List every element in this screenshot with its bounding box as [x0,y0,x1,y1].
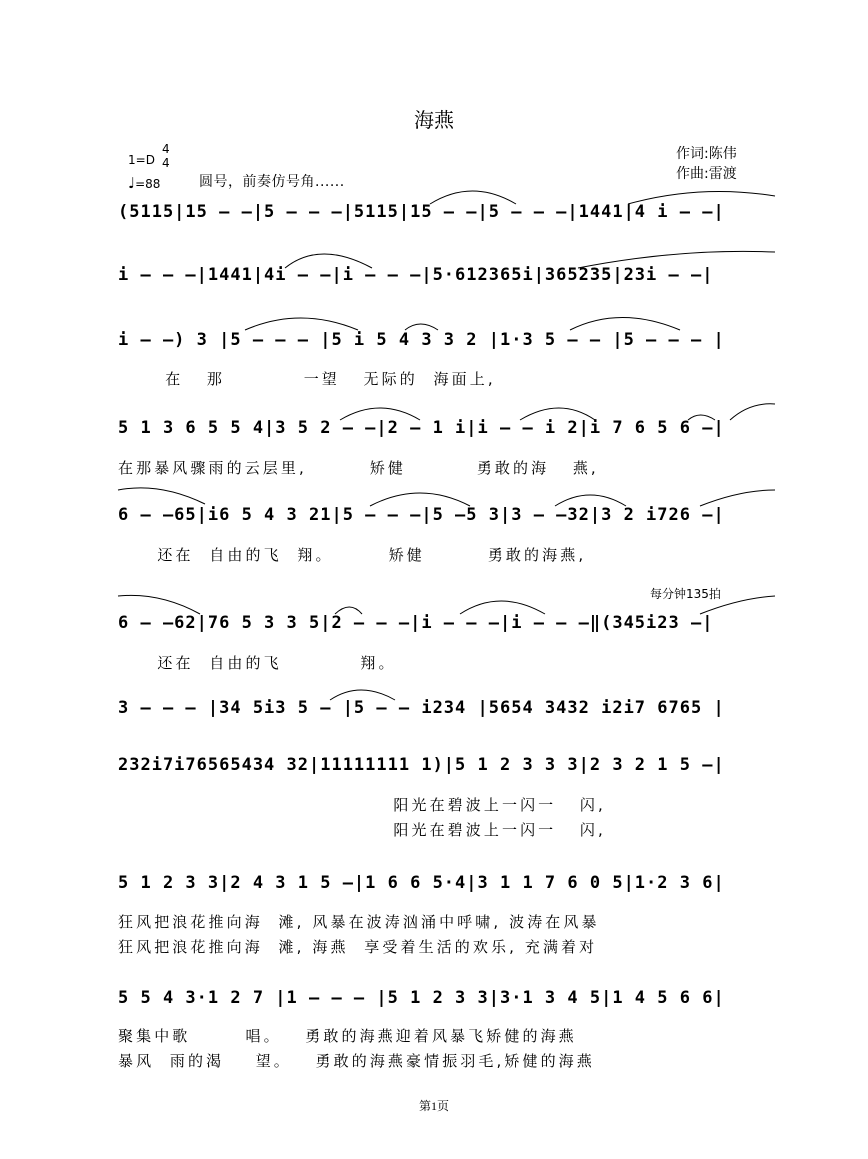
slur [628,192,775,205]
intro-instruction: 圆号，前奏仿号角...... [199,174,345,190]
slur [578,251,775,268]
page-number: 第1页 [418,1099,449,1113]
notation-row-2: i — — —|1441|4i — —|i — — —|5·612365i|365235|23i — —| [118,265,714,285]
time-signature-top: 4 [162,142,170,156]
key-signature: 1=D [128,153,155,167]
lyric-line: 在那暴风骤雨的云层里, 矫健 勇敢的海 燕, [118,459,599,477]
tempo-change-mark: 每分钟135拍 [650,587,721,601]
quarter-note-icon: ♩ [128,174,136,192]
slur [370,493,470,506]
song-title: 海燕 [414,108,454,132]
slur [245,318,358,330]
slur [285,254,372,268]
composer-credit: 作曲:雷渡 [676,166,737,182]
lyric-line: 在 那 一望 无际的 海面上, [118,370,496,388]
slur [520,408,595,420]
slur [118,488,205,504]
slur [460,601,545,614]
slur [335,607,362,614]
notation-row-1: (5115|15 — —|5 — — —|5115|15 — —|5 — — —|1441|4 i — —| [118,202,725,222]
slur [688,415,715,420]
slur [330,690,395,700]
lyric-line: 狂风把浪花推向海 滩, 海燕 享受着生活的欢乐, 充满着对 [118,938,598,956]
time-signature-bottom: 4 [162,156,170,170]
slur [700,596,775,614]
notation-row-4: 5 1 3 6 5 5 4|3 5 2 — —|2 — 1 i|i — — i 2|i 7 6 5 6 —| [118,418,725,438]
notation-row-9: 5 1 2 3 3|2 4 3 1 5 —|1 6 6 5·4|3 1 1 7 6 0 5|1·2 3 6| [118,873,725,893]
tempo-value: =88 [135,177,161,191]
lyricist-credit: 作词:陈伟 [676,146,737,162]
slur [570,318,680,331]
notation-row-8: 232i7i76565434 32|11111111 1)|5 1 2 3 3 3|2 3 2 1 5 —| [118,755,725,775]
lyric-line: 阳光在碧波上一闪一 闪, [118,821,606,839]
slur [555,495,626,506]
slur [700,490,775,506]
lyric-line: 暴风 雨的渴 望。 勇敢的海燕豪情振羽毛,矫健的海燕 [118,1052,595,1070]
notation-row-5: 6 — —65|i6 5 4 3 21|5 — — —|5 —5 3|3 — —32|3 2 i726 —| [118,505,725,525]
notation-row-3: i — —) 3 |5 — — — |5 i 5 4 3 3 2 |1·3 5 — — |5 — — — | [118,330,725,350]
slur [340,408,420,420]
notation-row-7: 3 — — — |34 5i3 5 — |5 — — i234 |5654 3432 i2i7 6765 | [118,698,725,718]
notation-row-6: 6 — —62|76 5 3 3 5|2 — — —|i — — —|i — — —‖(345i23 —| [118,613,714,633]
lyric-line: 狂风把浪花推向海 滩, 风暴在波涛汹涌中呼啸, 波涛在风暴 [118,913,600,931]
lyric-line: 还在 自由的飞 翔。 矫健 勇敢的海燕, [118,546,587,564]
lyric-line: 聚集中歌 唱。 勇敢的海燕迎着风暴飞矫健的海燕 [118,1027,577,1045]
slur [405,324,438,330]
lyric-line: 还在 自由的飞 翔。 [118,654,397,672]
notation-row-10: 5 5 4 3·1 2 7 |1 — — — |5 1 2 3 3|3·1 3 4 5|1 4 5 6 6| [118,988,725,1008]
slur [430,191,516,204]
slur [730,404,775,420]
slur [118,595,200,614]
lyric-line: 阳光在碧波上一闪一 闪, [118,796,606,814]
